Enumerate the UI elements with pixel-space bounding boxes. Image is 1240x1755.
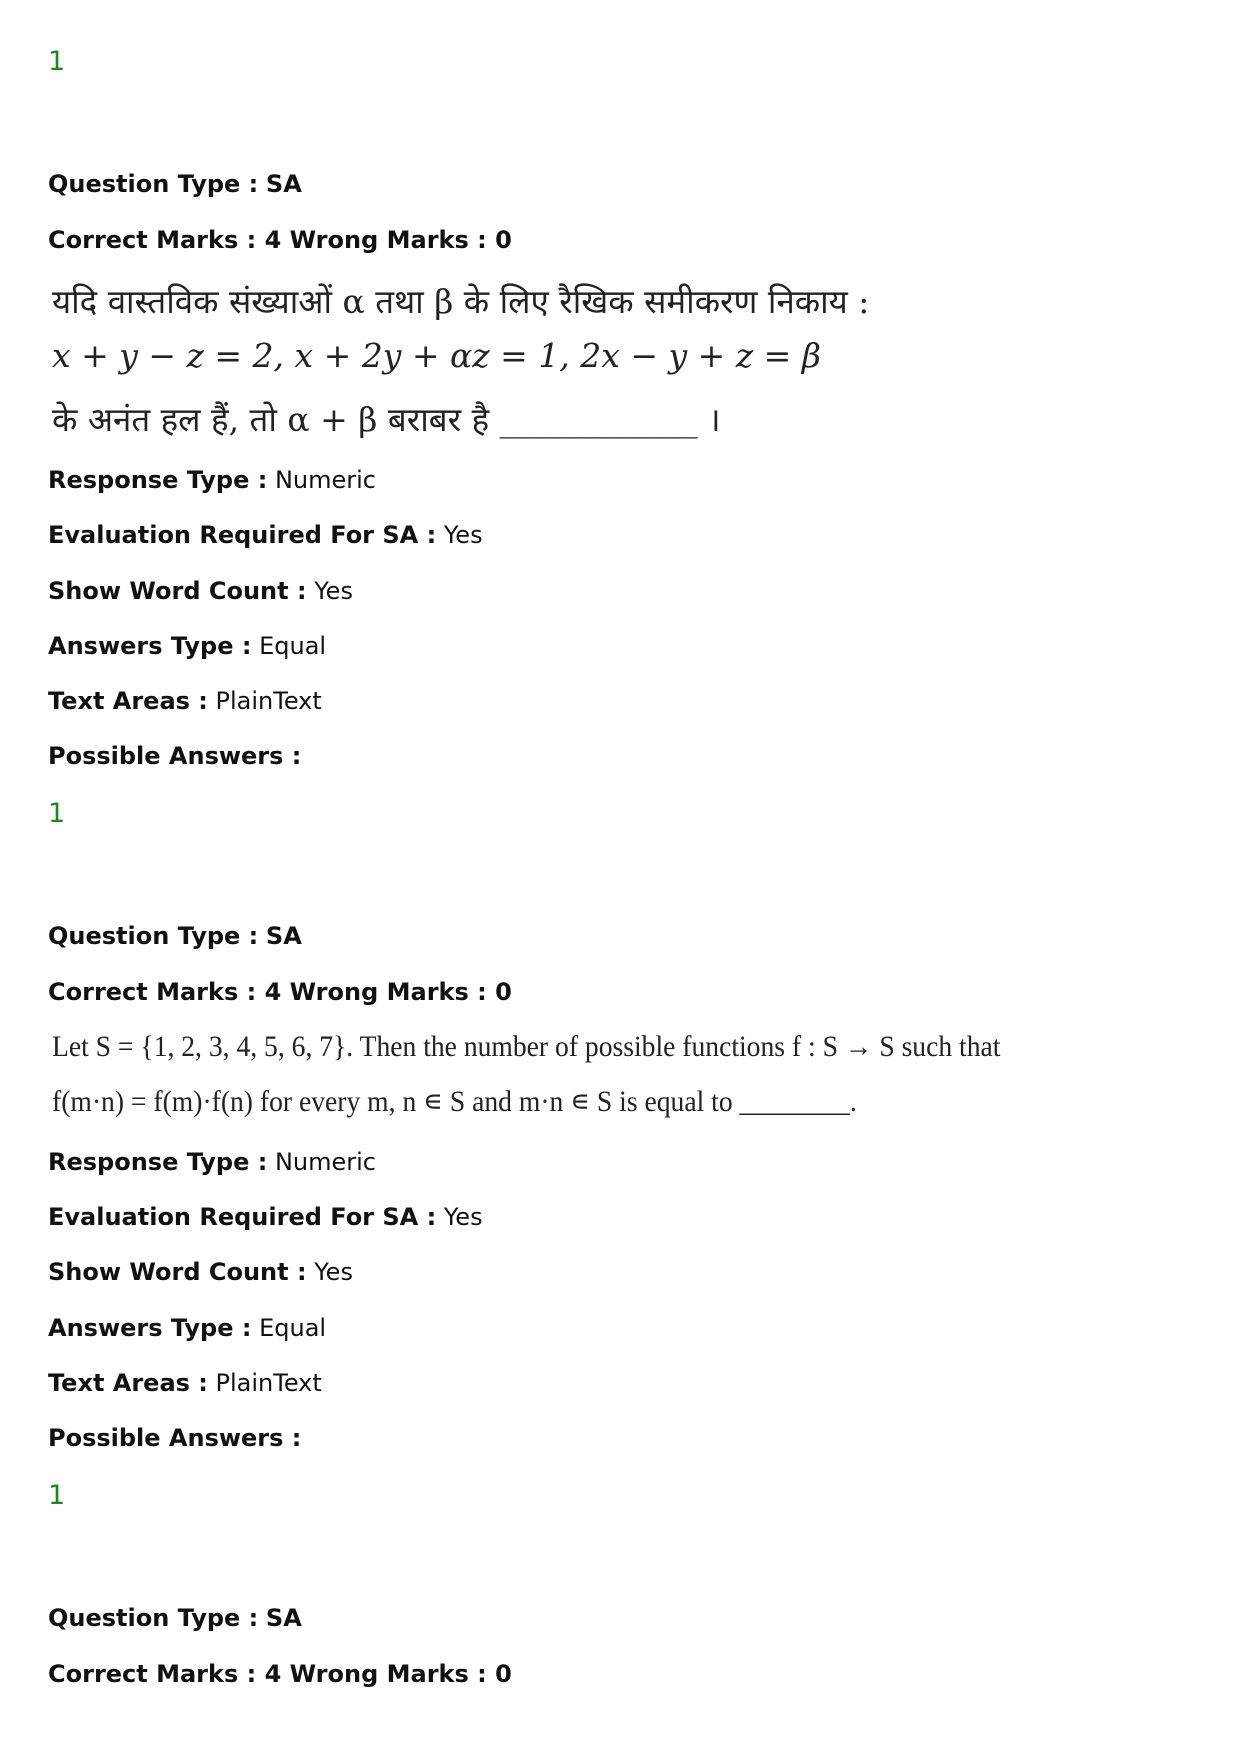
text-areas-value: PlainText	[215, 1369, 322, 1397]
possible-answer-value: 1	[48, 1480, 66, 1511]
evaluation-value: Yes	[443, 1203, 483, 1231]
question-type-row	[48, 1604, 302, 1632]
answers-type-label: Answers Type :	[48, 1314, 252, 1342]
text-areas-label: Text Areas :	[48, 1369, 208, 1397]
response-type-row	[48, 466, 376, 494]
text-areas-row	[48, 687, 322, 715]
question-type-row	[48, 922, 302, 950]
possible-answer-value: 1	[48, 46, 66, 77]
evaluation-value: Yes	[443, 521, 483, 549]
answers-type-label: Answers Type :	[48, 632, 252, 660]
question-type-value: SA	[265, 1604, 302, 1632]
word-count-value: Yes	[314, 577, 353, 605]
response-type-label: Response Type :	[48, 1148, 268, 1176]
evaluation-row	[48, 1203, 483, 1231]
question-type-label: Question Type :	[48, 1604, 259, 1632]
question-type-label: Question Type :	[48, 922, 259, 950]
possible-answer-value: 1	[48, 798, 66, 829]
marks-row: Correct Marks : 4 Wrong Marks : 0	[48, 978, 512, 1006]
answers-type-value: Equal	[259, 1314, 327, 1342]
question-text-line: Let S = {1, 2, 3, 4, 5, 6, 7}. Then the number of possible functions f : S → S such that	[52, 1030, 1001, 1063]
question-type-label: Question Type :	[48, 170, 259, 198]
response-type-label: Response Type :	[48, 466, 268, 494]
answers-type-value: Equal	[259, 632, 327, 660]
question-text-line: यदि वास्तविक संख्याओं α तथा β के लिए रैखिक समीकरण निकाय :	[52, 282, 870, 321]
response-type-row	[48, 1148, 376, 1176]
evaluation-label: Evaluation Required For SA :	[48, 1203, 437, 1231]
response-type-value: Numeric	[274, 1148, 376, 1176]
evaluation-label: Evaluation Required For SA :	[48, 521, 437, 549]
question-type-row	[48, 170, 302, 198]
possible-answers-label: Possible Answers :	[48, 742, 302, 770]
question-type-value: SA	[265, 922, 302, 950]
word-count-value: Yes	[314, 1258, 353, 1286]
possible-answers-label: Possible Answers :	[48, 1424, 302, 1452]
answers-type-row	[48, 1314, 326, 1342]
word-count-row	[48, 1258, 353, 1286]
text-areas-label: Text Areas :	[48, 687, 208, 715]
text-areas-value: PlainText	[215, 687, 322, 715]
marks-row: Correct Marks : 4 Wrong Marks : 0	[48, 1660, 512, 1688]
evaluation-row	[48, 521, 483, 549]
question-type-value: SA	[265, 170, 302, 198]
word-count-label: Show Word Count :	[48, 577, 307, 605]
word-count-label: Show Word Count :	[48, 1258, 307, 1286]
response-type-value: Numeric	[274, 466, 376, 494]
question-text-line: f(m·n) = f(m)·f(n) for every m, n ∊ S and m·n ∊ S is equal to ________.	[52, 1085, 857, 1118]
text-areas-row	[48, 1369, 322, 1397]
answers-type-row	[48, 632, 326, 660]
question-text-line: के अनंत हल हैं, तो α + β बराबर है ____________ ।	[52, 400, 721, 439]
marks-row: Correct Marks : 4 Wrong Marks : 0	[48, 226, 512, 254]
word-count-row	[48, 577, 353, 605]
question-equation-line: x + y − z = 2, x + 2y + αz = 1, 2x − y + z = β	[52, 336, 821, 375]
